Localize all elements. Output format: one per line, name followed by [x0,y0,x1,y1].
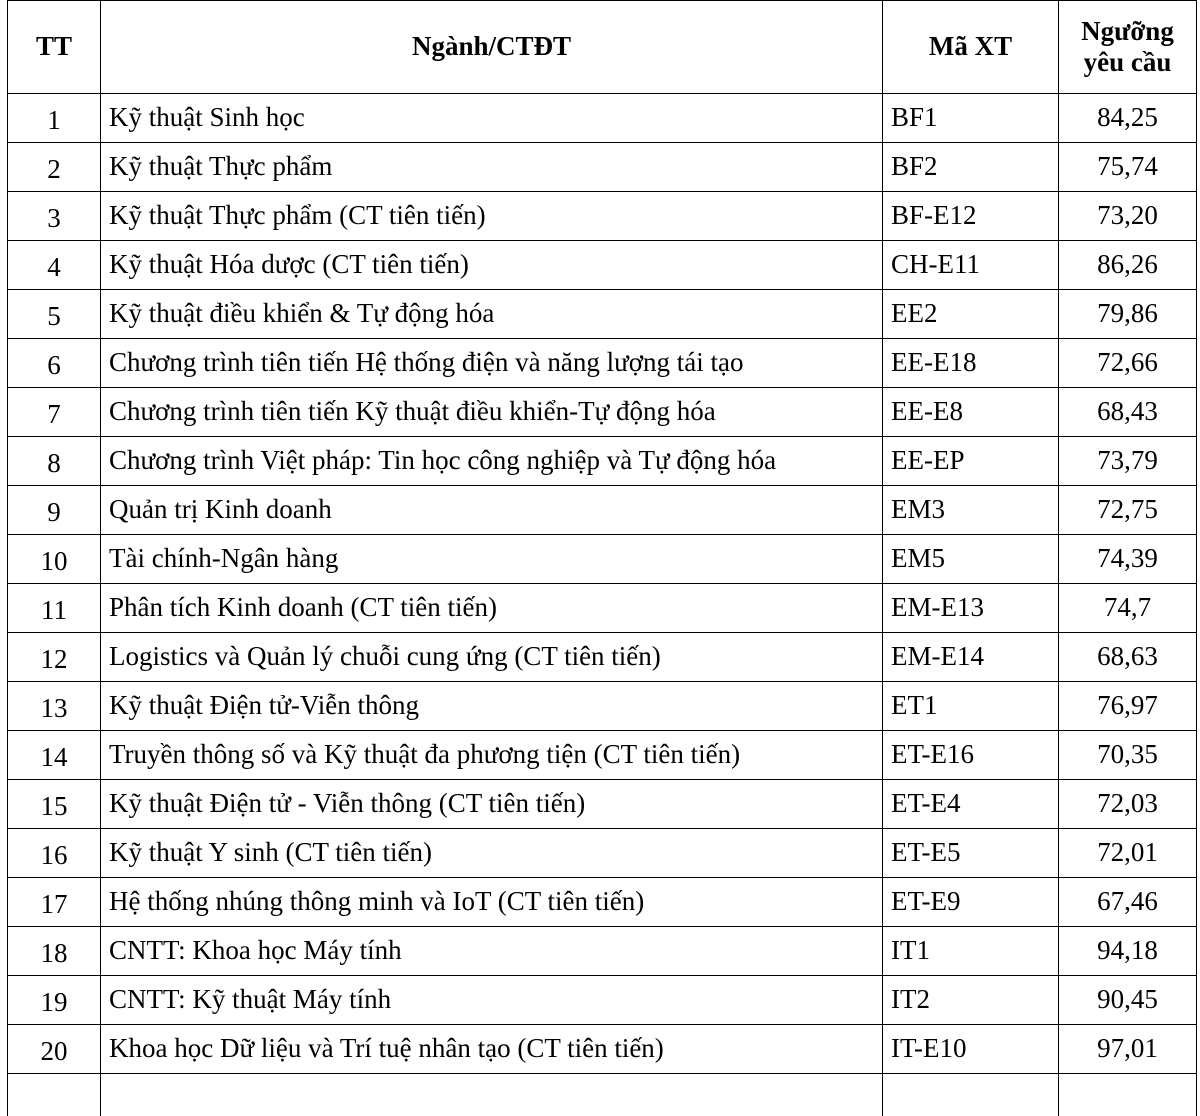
cell-threshold: 70,35 [1059,731,1197,780]
cell-code: ET-E5 [883,829,1059,878]
cell-empty [1059,1074,1197,1116]
cell-threshold: 68,43 [1059,388,1197,437]
cell-code: EM-E14 [883,633,1059,682]
cell-threshold: 90,45 [1059,976,1197,1025]
cell-major: Kỹ thuật điều khiển & Tự động hóa [101,290,883,339]
cell-threshold: 86,26 [1059,241,1197,290]
table-row-partial [8,1074,1197,1116]
cell-threshold: 74,39 [1059,535,1197,584]
cell-threshold: 94,18 [1059,927,1197,976]
cell-code: EE-EP [883,437,1059,486]
cell-code: EE-E18 [883,339,1059,388]
header-threshold [1059,1,1197,94]
header-major: Ngành/CTĐT [101,1,883,94]
cell-major: CNTT: Khoa học Máy tính [101,927,883,976]
table-row [8,388,1197,437]
cell-major: Kỹ thuật Điện tử - Viễn thông (CT tiên tiến) [101,780,883,829]
cell-major: Kỹ thuật Điện tử-Viễn thông [101,682,883,731]
cell-major: Logistics và Quản lý chuỗi cung ứng (CT tiên tiến) [101,633,883,682]
cell-major: Kỹ thuật Y sinh (CT tiên tiến) [101,829,883,878]
table-row [8,94,1197,143]
table-row [8,682,1197,731]
cell-tt: 15 [8,780,101,829]
cell-code: EE-E8 [883,388,1059,437]
cell-major: Hệ thống nhúng thông minh và IoT (CT tiên tiến) [101,878,883,927]
cell-threshold: 97,01 [1059,1025,1197,1074]
cell-code: IT1 [883,927,1059,976]
table-row [8,535,1197,584]
table-row [8,976,1197,1025]
table-row [8,339,1197,388]
cell-tt: 8 [8,437,101,486]
cell-threshold: 72,03 [1059,780,1197,829]
table-row [8,927,1197,976]
header-row [8,1,1197,94]
cell-tt: 3 [8,192,101,241]
admission-threshold-table [7,0,1197,1116]
cell-major: Truyền thông số và Kỹ thuật đa phương tiện (CT tiên tiến) [101,731,883,780]
cell-major: Khoa học Dữ liệu và Trí tuệ nhân tạo (CT tiên tiến) [101,1025,883,1074]
header-threshold-line2: yêu cầu [1083,47,1172,77]
table-row [8,1025,1197,1074]
table-row [8,143,1197,192]
cell-threshold: 74,7 [1059,584,1197,633]
header-code: Mã XT [883,1,1059,94]
table-row [8,437,1197,486]
cell-tt: 16 [8,829,101,878]
cell-major: Chương trình tiên tiến Hệ thống điện và năng lượng tái tạo [101,339,883,388]
cell-tt: 13 [8,682,101,731]
cell-code: EM5 [883,535,1059,584]
cell-threshold: 72,01 [1059,829,1197,878]
cell-major: Kỹ thuật Thực phẩm (CT tiên tiến) [101,192,883,241]
cell-code: BF-E12 [883,192,1059,241]
cell-major: Phân tích Kinh doanh (CT tiên tiến) [101,584,883,633]
cell-tt: 20 [8,1025,101,1074]
cell-empty [8,1074,101,1116]
cell-tt: 17 [8,878,101,927]
table-body [8,94,1197,1116]
cell-threshold: 73,79 [1059,437,1197,486]
table-row [8,878,1197,927]
cell-tt: 11 [8,584,101,633]
cell-tt: 14 [8,731,101,780]
cell-threshold: 72,75 [1059,486,1197,535]
cell-code: ET-E9 [883,878,1059,927]
cell-tt: 9 [8,486,101,535]
cell-major: Quản trị Kinh doanh [101,486,883,535]
cell-tt: 1 [8,94,101,143]
cell-code: CH-E11 [883,241,1059,290]
header-tt: TT [8,1,101,94]
cell-code: ET-E4 [883,780,1059,829]
cell-code: ET1 [883,682,1059,731]
table-header [8,1,1197,94]
cell-tt: 18 [8,927,101,976]
cell-threshold: 68,63 [1059,633,1197,682]
cell-threshold: 76,97 [1059,682,1197,731]
cell-tt: 4 [8,241,101,290]
cell-tt: 7 [8,388,101,437]
cell-major: Kỹ thuật Hóa dược (CT tiên tiến) [101,241,883,290]
cell-tt: 10 [8,535,101,584]
table-row [8,829,1197,878]
cell-major: Chương trình Việt pháp: Tin học công nghiệp và Tự động hóa [101,437,883,486]
cell-code: BF1 [883,94,1059,143]
cell-code: EM3 [883,486,1059,535]
cell-major: CNTT: Kỹ thuật Máy tính [101,976,883,1025]
table-row [8,780,1197,829]
cell-threshold: 84,25 [1059,94,1197,143]
header-threshold-line1: Ngưỡng [1081,15,1174,46]
table-row [8,731,1197,780]
cell-threshold: 75,74 [1059,143,1197,192]
cell-empty [101,1074,883,1116]
cell-code: EM-E13 [883,584,1059,633]
table-row [8,633,1197,682]
cell-threshold: 73,20 [1059,192,1197,241]
cell-tt: 6 [8,339,101,388]
table-row [8,290,1197,339]
cell-empty [883,1074,1059,1116]
cell-threshold: 72,66 [1059,339,1197,388]
cell-code: IT-E10 [883,1025,1059,1074]
cell-code: ET-E16 [883,731,1059,780]
cell-major: Chương trình tiên tiến Kỹ thuật điều khiển-Tự động hóa [101,388,883,437]
table-row [8,584,1197,633]
cell-tt: 12 [8,633,101,682]
cell-threshold: 79,86 [1059,290,1197,339]
cell-tt: 2 [8,143,101,192]
cell-major: Tài chính-Ngân hàng [101,535,883,584]
cell-threshold: 67,46 [1059,878,1197,927]
cell-code: BF2 [883,143,1059,192]
cell-code: IT2 [883,976,1059,1025]
table-row [8,241,1197,290]
cell-major: Kỹ thuật Thực phẩm [101,143,883,192]
cell-tt: 19 [8,976,101,1025]
cell-tt: 5 [8,290,101,339]
cell-major: Kỹ thuật Sinh học [101,94,883,143]
table-row [8,486,1197,535]
cell-code: EE2 [883,290,1059,339]
table-row [8,192,1197,241]
